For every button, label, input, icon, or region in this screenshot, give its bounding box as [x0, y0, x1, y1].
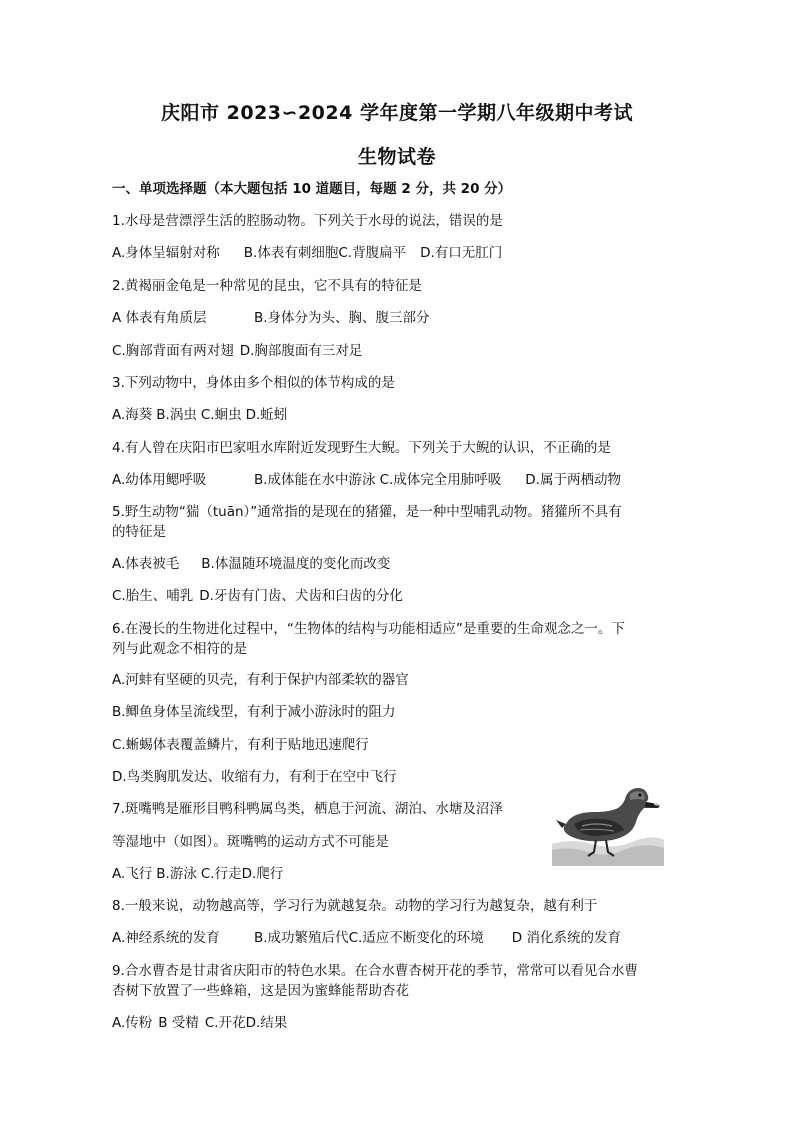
option-a: A.飞行: [112, 866, 153, 882]
question-5-stem-line1: 5.野生动物“猯（tuān）”通常指的是现在的猪獾，是一种中型哺乳动物。猪獾所不具有: [112, 504, 622, 520]
option-c: C.背腹扁平: [338, 245, 407, 261]
option-c: C.适应不断变化的环境: [348, 930, 484, 946]
question-6-option-a: A.河蚌有坚硬的贝壳，有利于保护内部柔软的器官: [112, 672, 409, 688]
question-1-options: [112, 244, 502, 262]
question-5-stem-line2: 的特征是: [112, 524, 166, 540]
option-a: A.幼体用鳃呼吸: [112, 472, 207, 488]
option-a: A.传粉: [112, 1015, 153, 1031]
question-7-options: [112, 865, 283, 883]
spot-billed-duck-figure: [552, 778, 664, 866]
option-c: C.胎生、哺乳: [112, 588, 194, 604]
question-8-options: [112, 929, 621, 947]
question-6-option-d: D.鸟类胸肌发达、收缩有力，有利于在空中飞行: [112, 769, 397, 785]
question-5-options-row2: [112, 587, 403, 605]
option-c: C.成体完全用肺呼吸: [379, 472, 502, 488]
option-d: D 消化系统的发育: [511, 930, 621, 946]
section-heading: 一、单项选择题（本大题包括 10 道题目，每题 2 分，共 20 分）: [112, 181, 512, 197]
question-2-options-row2: [112, 342, 362, 360]
option-c: C.行走: [200, 866, 242, 882]
option-a: A.体表被毛: [112, 556, 180, 572]
question-3-options: [112, 406, 287, 424]
exam-title: 庆阳市 2023∽2024 学年度第一学期八年级期中考试: [161, 102, 633, 124]
question-5-options-row1: [112, 555, 390, 573]
option-a: A.身体呈辐射对称: [112, 245, 220, 261]
question-9-stem-line1: 9.合水曹杏是甘肃省庆阳市的特色水果。在合水曹杏树开花的季节，常常可以看见合水曹: [112, 963, 638, 979]
question-9-options: [112, 1014, 287, 1032]
option-b: B.游泳: [156, 866, 197, 882]
question-2-options-row1: [112, 309, 430, 327]
question-4-stem: 4.有人曾在庆阳市巴家咀水库附近发现野生大鲵。下列关于大鲵的认识，不正确的是: [112, 440, 611, 456]
question-7-stem-line2: 等湿地中（如图）。斑嘴鸭的运动方式不可能是: [112, 834, 389, 850]
question-6-option-c: C.蜥蜴体表覆盖鳞片，有利于贴地迅速爬行: [112, 737, 369, 753]
option-b: B.身体分为头、胸、腹三部分: [254, 310, 430, 326]
option-d: D.胸部腹面有三对足: [239, 343, 363, 359]
question-1-stem: 1.水母是营漂浮生活的腔肠动物。下列关于水母的说法，错误的是: [112, 213, 503, 229]
question-4-options: [112, 471, 621, 489]
option-b: B.体温随环境温度的变化而改变: [201, 556, 391, 572]
option-a: A 体表有角质层: [112, 310, 207, 326]
option-b: B 受精: [158, 1015, 199, 1031]
question-6-stem-line2: 列与此观念不相符的是: [112, 641, 247, 657]
option-d: D.蚯蚓: [245, 407, 288, 423]
option-c: C.开花: [204, 1015, 246, 1031]
option-a: A.神经系统的发育: [112, 930, 220, 946]
option-c: C.蛔虫: [200, 407, 242, 423]
question-6-stem-line1: 6.在漫长的生物进化过程中，“生物体的结构与功能相适应”是重要的生命观念之一。下: [112, 621, 625, 637]
question-7-stem-line1: 7.斑嘴鸭是雁形目鸭科鸭属鸟类，栖息于河流、湖泊、水塘及沼泽: [112, 801, 503, 817]
option-a: A.海葵: [112, 407, 153, 423]
question-6-option-b: B.鲫鱼身体呈流线型，有利于减小游泳时的阻力: [112, 704, 396, 720]
question-9-stem-line2: 杏树下放置了一些蜂箱，这是因为蜜蜂能帮助杏花: [112, 983, 409, 999]
option-d: D.结果: [245, 1015, 288, 1031]
exam-subtitle: 生物试卷: [357, 146, 436, 168]
option-d: D.有口无肛门: [420, 245, 503, 261]
option-b: B.涡虫: [156, 407, 197, 423]
option-d: D.牙齿有门齿、犬齿和臼齿的分化: [199, 588, 403, 604]
option-d: D.爬行: [241, 866, 284, 882]
option-b: B.成体能在水中游泳: [254, 472, 376, 488]
option-c: C.胸部背面有两对翅: [112, 343, 234, 359]
option-d: D.属于两栖动物: [525, 472, 621, 488]
question-8-stem: 8.一般来说，动物越高等，学习行为就越复杂。动物的学习行为越复杂，越有利于: [112, 898, 598, 914]
option-b: B.体表有刺细胞: [243, 245, 339, 261]
option-b: B.成功繁殖后代: [254, 930, 349, 946]
question-3-stem: 3.下列动物中，身体由多个相似的体节构成的是: [112, 375, 395, 391]
question-2-stem: 2.黄褐丽金龟是一种常见的昆虫，它不具有的特征是: [112, 278, 422, 294]
